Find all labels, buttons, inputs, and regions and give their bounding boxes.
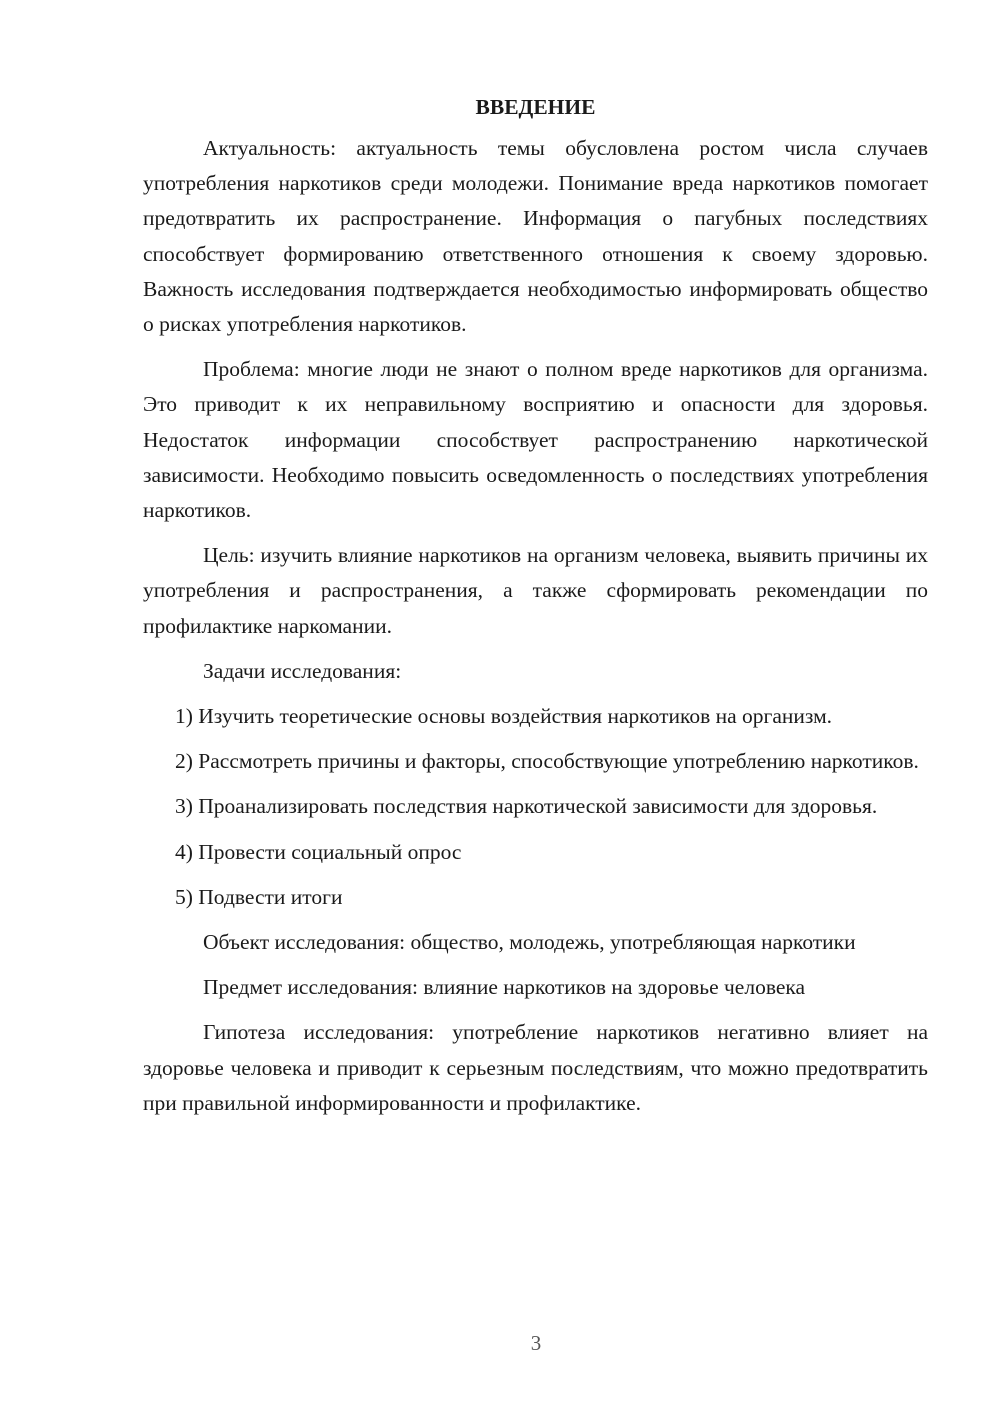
hypothesis-paragraph: Гипотеза исследования: употребление наркотиков негативно влияет на здоровье человека и приводит к серьезным последствиям, что можно предотвратить при правильной информированности и профилактике. [143,1020,928,1115]
task-item-1: 1) Изучить теоретические основы воздействия наркотиков на организм. [175,704,833,729]
goal-paragraph: Цель: изучить влияние наркотиков на организм человека, выявить причины их употребления и распространения, а также сформировать рекомендации по профилактике наркомании. [143,543,928,638]
task-item-4: 4) Провести социальный опрос [175,839,462,864]
task-item-3: 3) Проанализировать последствия наркотической зависимости для здоровья. [175,794,878,819]
problem-paragraph: Проблема: многие люди не знают о полном вреде наркотиков для организма. Это приводит к их неправильному восприятию и опасности для здоровья. Недостаток информации способствует распространению наркотической зависимости. Необходимо повысить осведомленность о последствиях употребления наркотиков. [143,357,928,523]
section-title: ВВЕДЕНИЕ [475,95,596,119]
page-number: 3 [530,1331,542,1355]
tasks-heading: Задачи исследования: [203,658,402,683]
subject-paragraph: Предмет исследования: влияние наркотиков на здоровье человека [203,975,806,1000]
relevance-paragraph: Актуальность: актуальность темы обусловлена ростом числа случаев употребления наркотиков среди молодежи. Понимание вреда наркотиков помогает предотвратить их распространение. Информация о пагубных последствиях способствует формированию ответственного отношения к своему здоровью. Важность исследования подтверждается необходимостью информировать общество о рисках употребления наркотиков. [143,136,928,337]
document-page [143,90,928,1131]
task-item-2: 2) Рассмотреть причины и факторы, способствующие употреблению наркотиков. [175,749,919,774]
task-item-5: 5) Подвести итоги [175,884,343,909]
object-paragraph: Объект исследования: общество, молодежь, употребляющая наркотики [203,930,856,955]
